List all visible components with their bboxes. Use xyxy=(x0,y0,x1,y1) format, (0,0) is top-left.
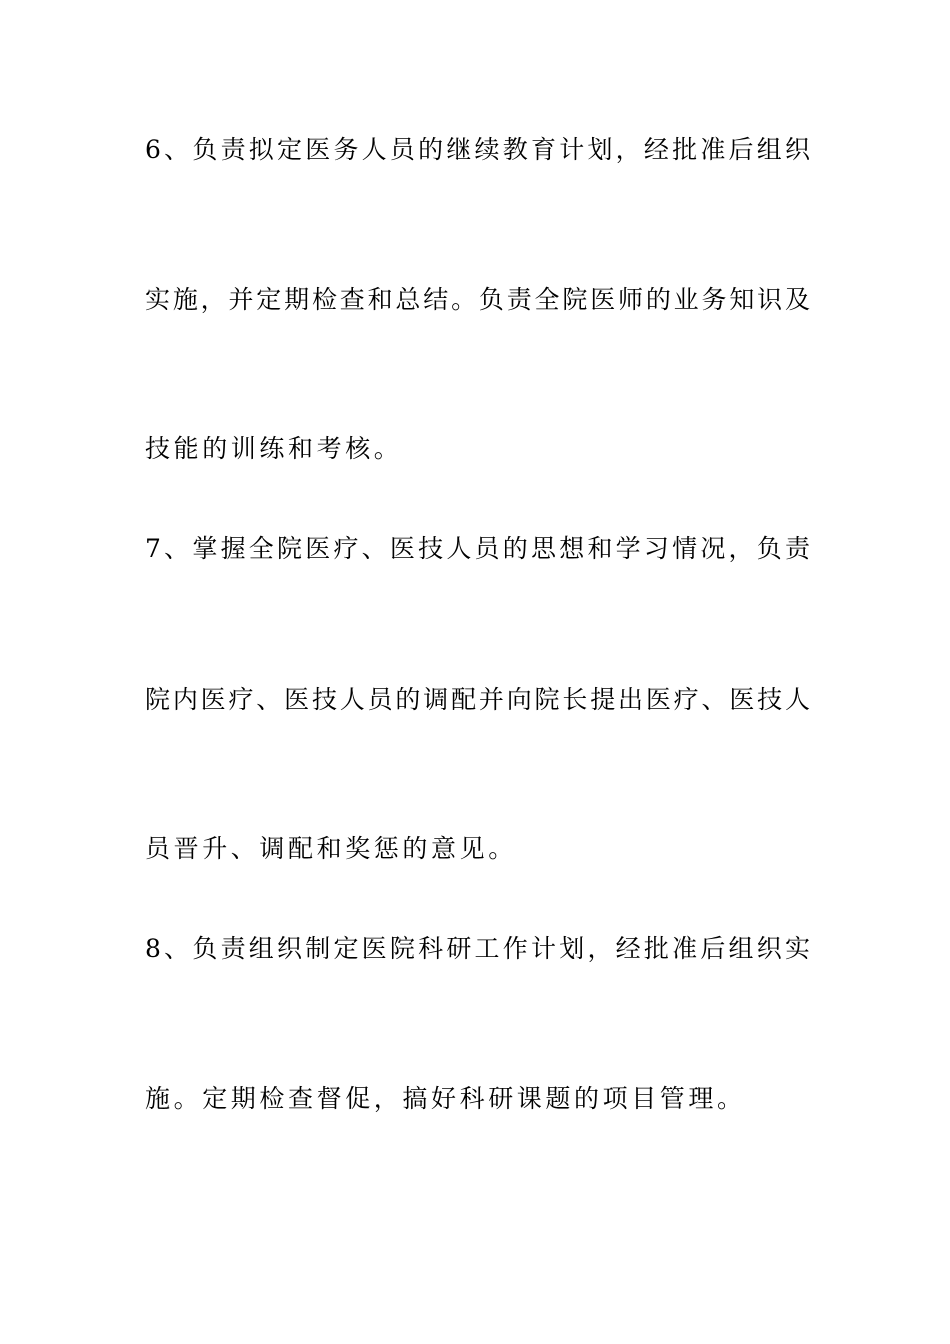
text-line-6: 员晋升、调配和奖惩的意见。 xyxy=(145,834,517,863)
text-line-2: 实施，并定期检查和总结。负责全院医师的业务知识及 xyxy=(145,285,810,314)
text-line-5: 院内医疗、医技人员的调配并向院长提出医疗、医技人 xyxy=(145,685,810,714)
text-line-7: 8、负责组织制定医院科研工作计划，经批准后组织实 xyxy=(145,934,810,963)
text-line-3: 技能的训练和考核。 xyxy=(145,434,403,463)
text-line-4: 7、掌握全院医疗、医技人员的思想和学习情况，负责 xyxy=(145,534,810,563)
text-line-8: 施。定期检查督促，搞好科研课题的项目管理。 xyxy=(145,1084,746,1113)
text-line-1: 6、负责拟定医务人员的继续教育计划，经批准后组织 xyxy=(145,135,810,164)
